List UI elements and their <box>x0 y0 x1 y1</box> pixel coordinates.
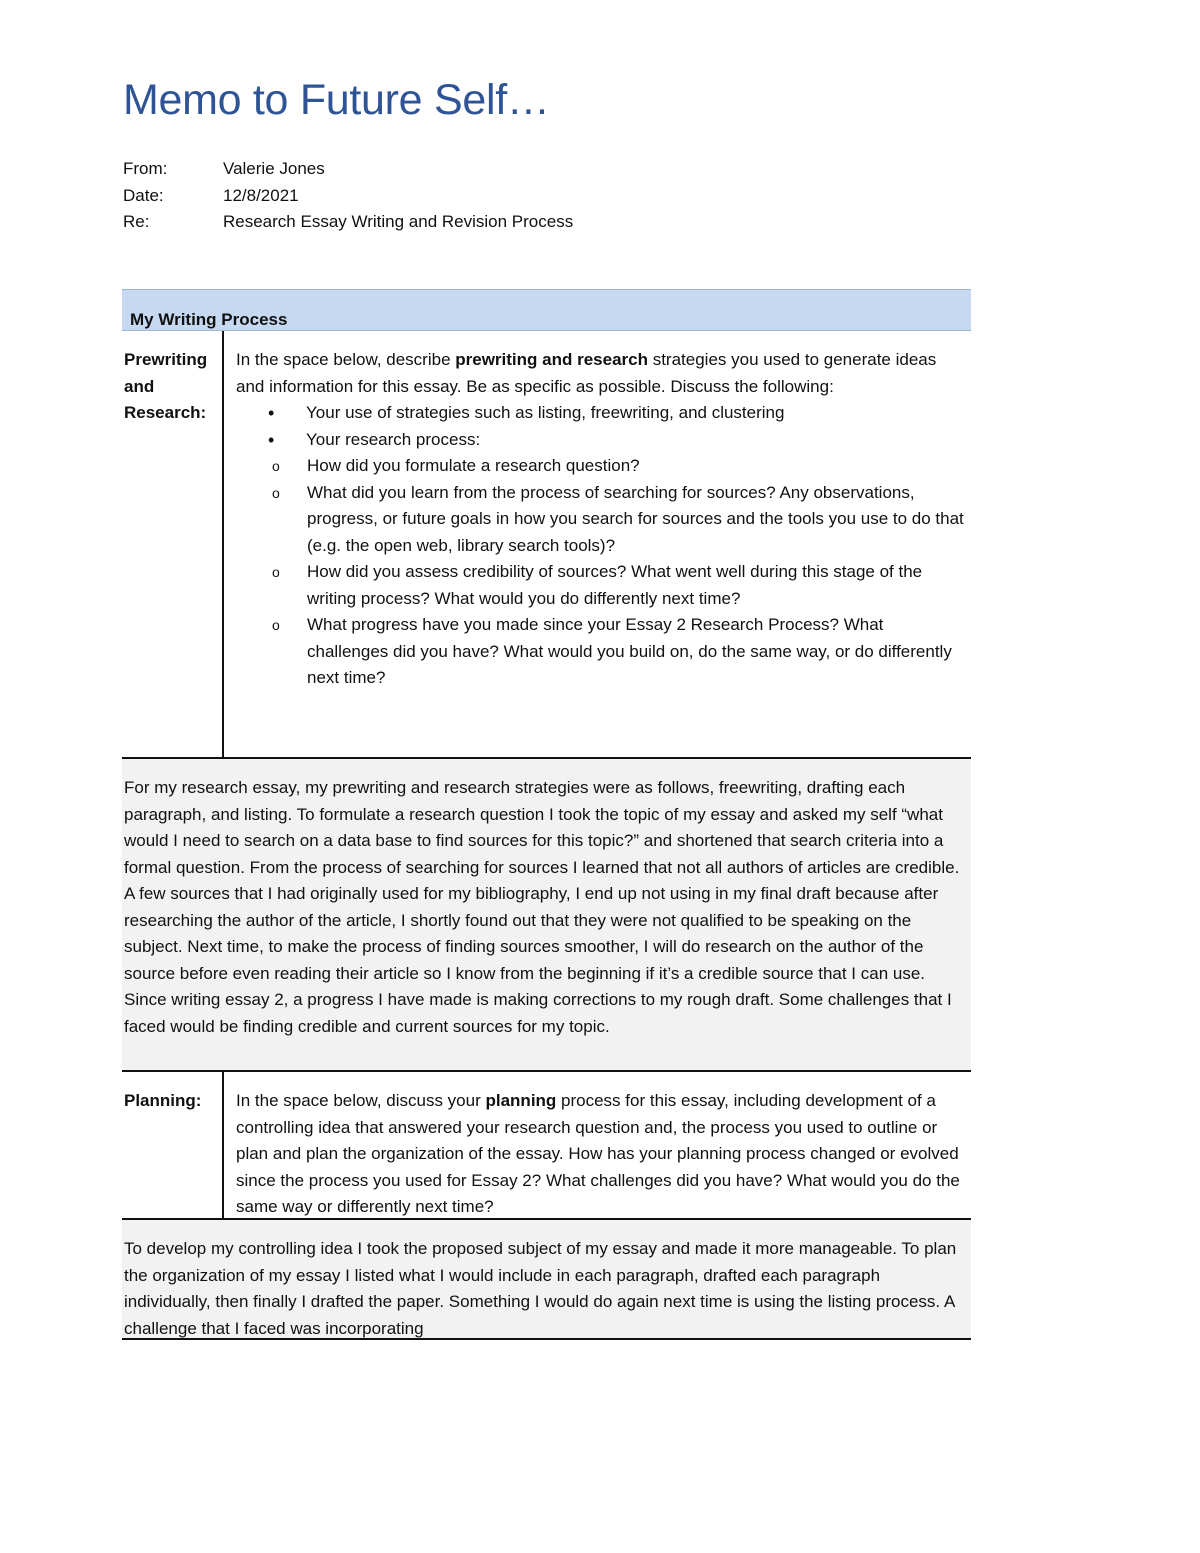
prewriting-intro <box>236 347 965 400</box>
bullet-item <box>236 427 965 454</box>
prewriting-bullets <box>236 400 965 453</box>
from-row <box>123 156 573 183</box>
re-value: Research Essay Writing and Revision Process <box>223 212 574 231</box>
intro-text: strategies you used to generate ideas and information for this essay. Be as specific as possible. Discuss the following: <box>236 350 937 396</box>
sub-item: o What did you learn from the process of searching for sources? Any observations, progress, or future goals in how you search for sources and the tools you use to do that (e.g. the open web, library search tools)? <box>236 480 965 560</box>
prewriting-label-line: and <box>124 376 155 396</box>
date-value: 12/8/2021 <box>223 185 299 205</box>
sub-item: o How did you formulate a research question? <box>236 453 965 480</box>
bullet-text: Your research process: <box>306 429 481 449</box>
intro-text: In the space below, discuss your <box>236 1091 486 1110</box>
prewriting-prompt <box>224 331 971 757</box>
table-heading: My Writing Process <box>122 289 971 331</box>
writing-process-table <box>122 289 971 1340</box>
intro-text: In the space below, describe <box>236 350 456 369</box>
sub-item: o What progress have you made since your Essay 2 Research Process? What challenges did you have? What would you build on, do the same way, or do differently next time? <box>236 612 965 692</box>
planning-response <box>122 1220 971 1340</box>
prewriting-prompt-row <box>122 331 971 759</box>
date-row <box>123 183 573 210</box>
prewriting-response <box>122 759 971 1072</box>
planning-response-text: To develop my controlling idea I took the proposed subject of my essay and made it more manageable. To plan the organization of my essay I listed what I would include in each paragraph, drafted each paragraph individually, then finally I drafted the paper. Something I would do again next time is using the listing process. A challenge that I faced was incorporating <box>124 1239 957 1338</box>
intro-text: process for this essay, including development of a controlling idea that answered your research question and, the process you used to outline or plan and plan the organization of the essay. How has your planning process changed or evolved since the process you used for Essay 2? What challenges did you have? What would you do the same way or differently next time? <box>236 1091 960 1216</box>
memo-header <box>123 156 573 236</box>
sub-item: o How did you assess credibility of sources? What went well during this stage of the writing process? What would you do differently next time? <box>236 559 965 612</box>
prewriting-label-line: Research: <box>124 403 207 422</box>
re-row <box>123 209 573 236</box>
memo-title: Memo to Future Self… <box>123 76 550 124</box>
planning-label: Planning: <box>122 1072 224 1218</box>
prewriting-label <box>122 331 224 757</box>
planning-prompt <box>224 1072 971 1218</box>
re-label: Re: <box>123 212 150 231</box>
bullet-item: • Your use of strategies such as listing, freewriting, and clustering <box>236 400 965 427</box>
intro-bold: prewriting and research <box>455 350 648 369</box>
research-subitems <box>236 453 965 692</box>
prewriting-label-line: Prewriting <box>124 350 208 369</box>
date-label: Date: <box>123 185 164 205</box>
intro-bold: planning <box>485 1091 557 1110</box>
planning-intro <box>236 1088 965 1221</box>
from-value: Valerie Jones <box>223 159 325 178</box>
prewriting-response-text: For my research essay, my prewriting and research strategies were as follows, freewriting, drafting each paragraph, and listing. To formulate a research question I took the topic of my essay and asked my self “what would I need to search on a data base to find sources for this topic?” and shortened that search criteria into a formal question. From the process of searching for sources I learned that not all authors of articles are credible. A few sources that I had originally used for my bibliography, I end up not using in my final draft because after researching the author of the article, I shortly found out that they were not qualified to be speaking on the subject. Next time, to make the process of finding sources smoother, I will do research on the author of the source before even reading their article so I know from the beginning if it’s a credible source that I can use. Since writing essay 2, a progress I have made is making corrections to my rough draft. Some challenges that I faced would be finding credible and current sources for my topic. <box>124 778 960 1036</box>
planning-prompt-row <box>122 1072 971 1220</box>
from-label: From: <box>123 159 168 178</box>
